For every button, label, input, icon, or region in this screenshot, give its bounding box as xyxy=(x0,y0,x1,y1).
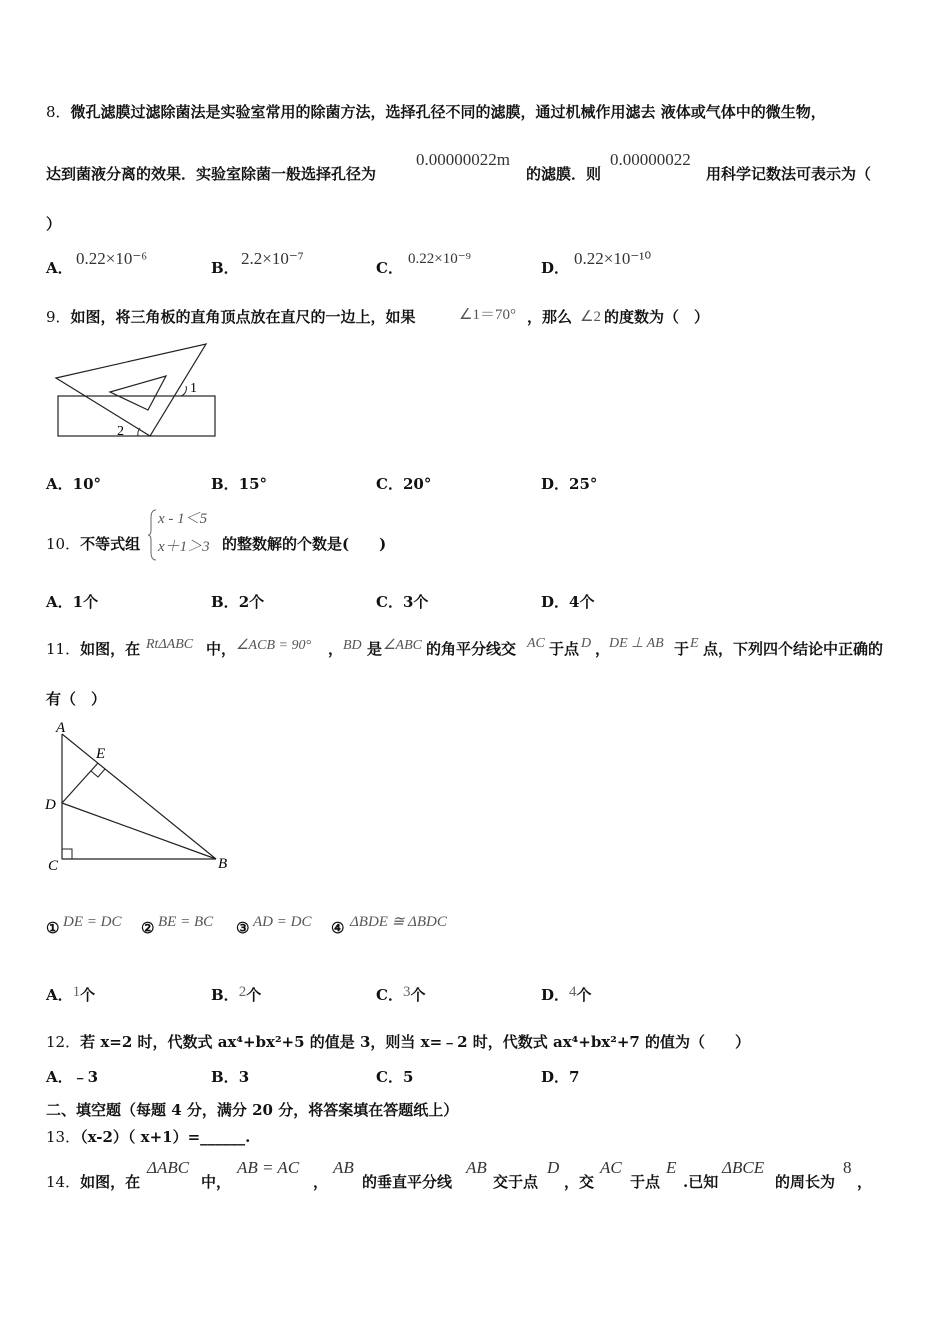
q9-option-b[interactable] xyxy=(211,474,267,494)
option-num: 1 xyxy=(72,984,81,1000)
q8-option-c-value: 0.22×10⁻⁹ xyxy=(408,251,471,267)
q10-option-a[interactable] xyxy=(46,592,98,612)
triangle-ruler-inner xyxy=(110,376,166,410)
right-angle-e xyxy=(91,769,105,777)
option-label: C． xyxy=(376,259,403,277)
q11-option-c[interactable] xyxy=(376,982,425,1005)
q12-line xyxy=(46,1032,750,1052)
q14-text-j: ， xyxy=(857,1173,873,1191)
option-label: D． xyxy=(541,1068,570,1086)
option-unit: 个 xyxy=(246,986,262,1004)
q8-text-c: 用科学记数法可表示为（ xyxy=(706,165,872,183)
option-unit: 个 xyxy=(576,986,592,1004)
q11-number: 11． xyxy=(46,640,81,658)
option-value: 10° xyxy=(72,475,102,493)
q14-ac: AC xyxy=(600,1158,622,1177)
q11-d: D xyxy=(581,636,592,651)
q8-option-b-value: 2.2×10⁻⁷ xyxy=(241,249,304,268)
label-1: 1 xyxy=(190,381,197,396)
q9-line xyxy=(46,307,416,327)
q14-text-b: 中， xyxy=(201,1173,232,1191)
option-label: A． xyxy=(46,1068,73,1086)
q10-option-d[interactable] xyxy=(541,592,594,612)
q14-text-f: ，交 xyxy=(564,1173,595,1191)
conclusion-mark: ① xyxy=(46,919,60,937)
option-value: 25° xyxy=(569,475,598,493)
q8-line2 xyxy=(46,164,376,184)
q11-line1 xyxy=(46,639,140,659)
q8-option-b[interactable] xyxy=(211,258,239,278)
q10-option-c[interactable] xyxy=(376,592,428,612)
q11-text-f: 于点 xyxy=(549,640,580,658)
q14-number: 14． xyxy=(46,1173,81,1191)
q11-conclusion-2 xyxy=(141,918,154,938)
q12-option-a[interactable] xyxy=(46,1067,98,1087)
q8-expr2: 0.00000022 xyxy=(610,150,691,169)
q11-conclusion-3 xyxy=(236,918,249,938)
label-d: D xyxy=(45,797,56,813)
q11-text-g: ， xyxy=(595,640,611,658)
q9-option-d[interactable] xyxy=(541,474,597,494)
q8-number: 8． xyxy=(46,103,71,121)
q11-bd: BD xyxy=(343,638,362,653)
option-num: 2 xyxy=(238,984,247,1000)
q10-number: 10． xyxy=(46,535,81,553)
q9-text-c: 的度数为（ ） xyxy=(604,308,710,326)
segment-de xyxy=(62,763,98,803)
option-label: A． xyxy=(46,475,73,493)
q9-text-a: 如图，将三角板的直角顶点放在直尺的一边上，如果 xyxy=(70,308,416,326)
q8-text-a: 达到菌液分离的效果．实验室除菌一般选择孔径为 xyxy=(46,165,377,183)
q11-line2: 有（ ） xyxy=(46,690,107,708)
q14-bce: ΔBCE xyxy=(722,1158,765,1177)
option-label: D． xyxy=(541,475,570,493)
q12-option-d[interactable] xyxy=(541,1067,579,1087)
option-label: A． xyxy=(46,593,73,611)
q8-line1 xyxy=(46,102,826,122)
option-label: C． xyxy=(376,475,403,493)
q14-text-e: 交于点 xyxy=(493,1173,539,1191)
option-label: B． xyxy=(211,475,239,493)
q11-option-d[interactable] xyxy=(541,982,592,1005)
q11-text-e: 的角平分线交 xyxy=(426,640,517,658)
conclusion-mark: ② xyxy=(141,919,155,937)
q11-text-b: 中， xyxy=(206,640,237,658)
q8-option-c[interactable] xyxy=(376,258,403,278)
q8-text-b: 的滤膜．则 xyxy=(526,165,602,183)
q14-e: E xyxy=(666,1158,677,1177)
option-label: C． xyxy=(376,593,403,611)
label-e: E xyxy=(96,746,106,762)
option-value: 20° xyxy=(402,475,432,493)
conclusion-mark: ③ xyxy=(236,919,250,937)
option-label: A． xyxy=(46,259,73,277)
q11-ac: AC xyxy=(527,636,545,651)
option-unit: 个 xyxy=(80,986,96,1004)
option-unit: 个 xyxy=(410,986,426,1004)
q9-option-a[interactable] xyxy=(46,474,101,494)
q14-ab2: AB xyxy=(466,1158,487,1177)
option-label: B． xyxy=(211,259,239,277)
q11-conclusion-1 xyxy=(46,918,59,938)
q11-de-ab: DE ⊥ AB xyxy=(609,636,664,651)
q13-number: 13． xyxy=(46,1128,81,1146)
q14-line xyxy=(46,1172,140,1192)
q10-ineq2: x＋1＞3 xyxy=(158,539,210,555)
option-label: C． xyxy=(376,986,403,1004)
q8-option-d-value: 0.22×10⁻¹⁰ xyxy=(574,249,652,268)
option-label: B． xyxy=(211,986,239,1004)
q14-ab1: AB xyxy=(333,1158,354,1177)
q11-option-b[interactable] xyxy=(211,982,261,1005)
q11-tri: RtΔABC xyxy=(146,637,194,652)
label-a: A xyxy=(56,720,66,736)
q13-text: （x-2）（ x+1）=______. xyxy=(80,1128,251,1146)
option-value: 1个 xyxy=(72,593,99,611)
q8-option-a[interactable] xyxy=(46,258,73,278)
q8-option-d[interactable] xyxy=(541,258,569,278)
q14-text-c: ， xyxy=(313,1173,329,1191)
label-b: B xyxy=(218,856,228,872)
q11-conclusion-1-expr: DE = DC xyxy=(63,914,122,930)
q11-conclusion-3-expr: AD = DC xyxy=(253,914,312,930)
q8-line3: ） xyxy=(46,215,62,233)
q9-angle2: ∠2 xyxy=(580,309,601,325)
q8-text-line1: 微孔滤膜过滤除菌法是实验室常用的除菌方法，选择孔径不同的滤膜，通过机械作用滤去 液体或气体中的微生物， xyxy=(70,103,826,121)
q8-option-a-value: 0.22×10⁻⁶ xyxy=(76,249,148,268)
option-label: D． xyxy=(541,986,570,1004)
q11-option-a[interactable] xyxy=(46,982,95,1005)
conclusion-mark: ④ xyxy=(331,919,345,937)
option-label: D． xyxy=(541,259,570,277)
option-label: B． xyxy=(211,1068,239,1086)
q11-figure xyxy=(42,716,242,876)
q14-text-a: 如图，在 xyxy=(80,1173,141,1191)
option-value: 3 xyxy=(238,1068,250,1086)
q11-text-h: 于 xyxy=(674,640,690,658)
q14-text-d: 的垂直平分线 xyxy=(362,1173,453,1191)
option-value: 2个 xyxy=(238,593,265,611)
q10-text-b: 的整数解的个数是( ) xyxy=(222,535,387,553)
q10-option-b[interactable] xyxy=(211,592,264,612)
q14-text-h: .已知 xyxy=(683,1173,719,1191)
q11-conclusion-4-expr: ΔBDE ≅ ΔBDC xyxy=(350,914,447,930)
option-label: D． xyxy=(541,593,570,611)
q9-option-c[interactable] xyxy=(376,474,431,494)
option-label: B． xyxy=(211,593,239,611)
q9-text-b: ，那么 xyxy=(527,308,573,326)
section-title: 二、填空题（每题 4 分，满分 20 分，将答案填在答题纸上） xyxy=(46,1101,459,1119)
q12-option-c[interactable] xyxy=(376,1067,413,1087)
q13-line xyxy=(46,1127,250,1147)
q11-abc: ∠ABC xyxy=(383,638,422,653)
q11-conclusion-4 xyxy=(331,918,344,938)
label-2: 2 xyxy=(117,424,124,439)
angle-1-arc xyxy=(181,386,186,396)
q12-option-b[interactable] xyxy=(211,1067,249,1087)
q14-tri: ΔABC xyxy=(147,1158,190,1177)
q9-angle1: ∠1＝70° xyxy=(459,307,516,323)
option-value: 4个 xyxy=(569,593,595,611)
q14-d: D xyxy=(547,1158,560,1177)
option-num: 3 xyxy=(402,984,411,1000)
ruler xyxy=(58,396,215,436)
option-value: 15° xyxy=(238,475,268,493)
segment-bd xyxy=(62,803,216,859)
option-value: 7 xyxy=(569,1068,580,1086)
q10-brace xyxy=(148,508,158,562)
side-ab xyxy=(62,734,216,859)
q11-text-a: 如图，在 xyxy=(80,640,141,658)
q11-text-i: 点，下列四个结论中正确的 xyxy=(703,640,884,658)
triangle-ruler-outer xyxy=(56,344,206,436)
q12-text: 若 x=2 时，代数式 ax⁴+bx²+5 的值是 3，则当 x=﹣2 时，代数式 ax⁴+bx²+7 的值为（ ） xyxy=(80,1033,751,1051)
q11-text-c: ， xyxy=(328,640,344,658)
option-value: ﹣3 xyxy=(72,1068,99,1086)
q14-eight: 8 xyxy=(843,1158,852,1177)
q11-e: E xyxy=(690,636,699,651)
option-value: 5 xyxy=(402,1068,414,1086)
right-angle-c xyxy=(62,849,72,859)
q9-number: 9． xyxy=(46,308,71,326)
q14-text-g: 于点 xyxy=(630,1173,661,1191)
q11-text-d: 是 xyxy=(367,640,383,658)
q12-number: 12． xyxy=(46,1033,81,1051)
q10-line xyxy=(46,534,140,554)
q14-eq: AB = AC xyxy=(237,1158,300,1177)
option-label: A． xyxy=(46,986,73,1004)
q11-conclusion-2-expr: BE = BC xyxy=(158,914,214,930)
option-num: 4 xyxy=(569,984,577,1000)
option-value: 3个 xyxy=(402,593,429,611)
label-c: C xyxy=(48,858,59,874)
q11-acb: ∠ACB = 90° xyxy=(236,638,312,653)
option-label: C． xyxy=(376,1068,403,1086)
q9-figure xyxy=(50,338,225,443)
q14-text-i: 的周长为 xyxy=(775,1173,836,1191)
q8-expr1: 0.00000022m xyxy=(416,150,510,169)
q10-ineq1: x - 1＜5 xyxy=(158,511,208,527)
q10-text-a: 不等式组 xyxy=(80,535,141,553)
